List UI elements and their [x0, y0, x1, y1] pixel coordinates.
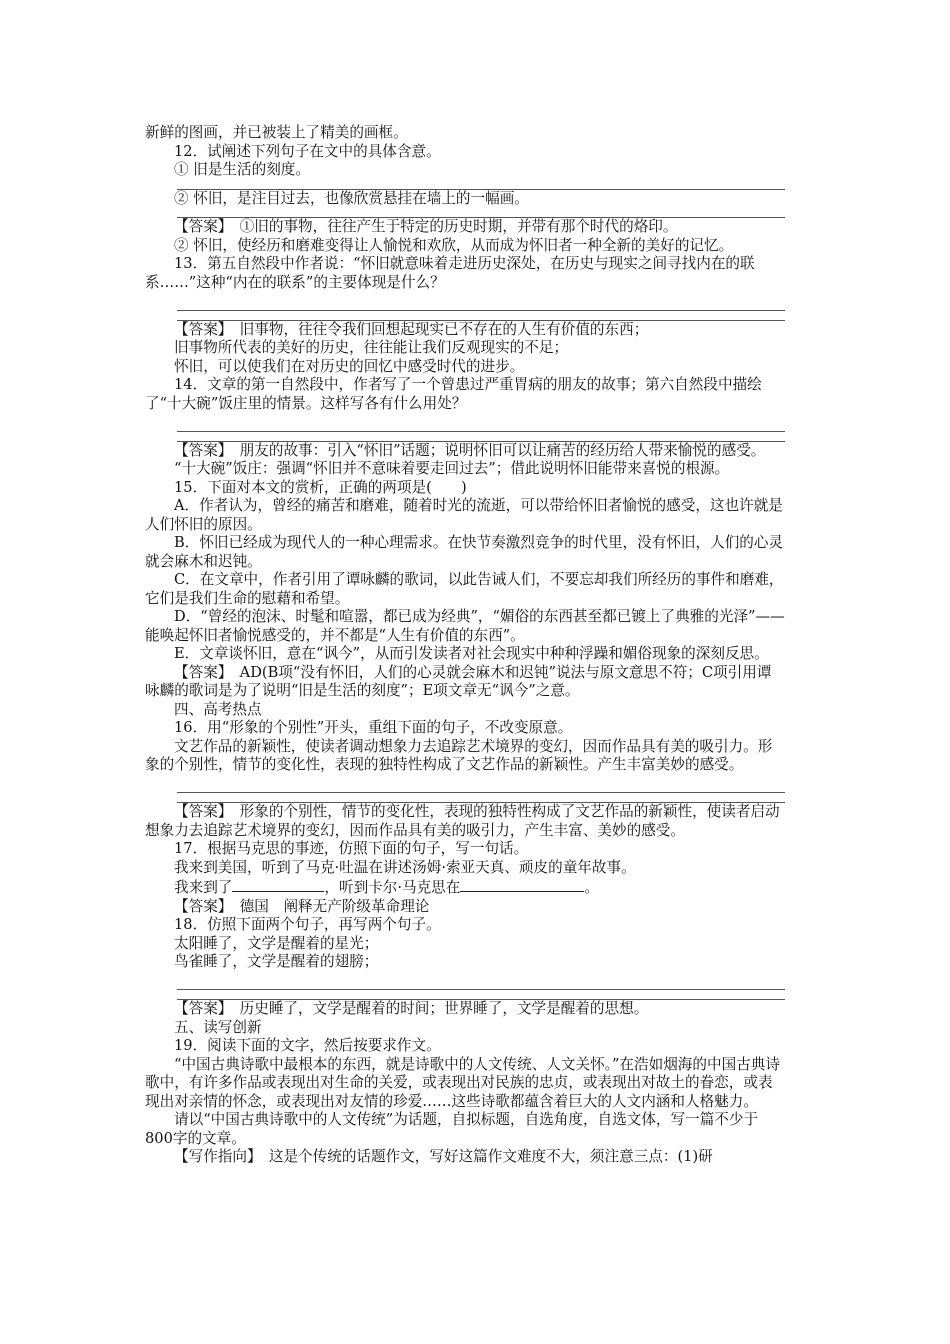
template-part: 。 [584, 879, 599, 896]
answer-blank-line[interactable] [177, 775, 785, 794]
question-19: 19．阅读下面的文字，然后按要求作文。 [174, 1037, 441, 1054]
answer-16: 【答案】 形象的个别性，情节的变化性，表现的独特性构成了文艺作品的新颖性，使读者启动想象力去追踪艺术境界的变幻，因而作品具有美的吸引力，产生丰富、美妙的感受。 [145, 803, 780, 839]
answer-blank-line[interactable] [177, 793, 785, 803]
answer-blank-line[interactable] [177, 180, 785, 190]
answer-blank-line[interactable] [177, 208, 785, 218]
answer-12-item-2: ② 怀旧，使经历和磨难变得让人愉悦和欢欣，从而成为怀旧者一种全新的美好的记忆。 [174, 236, 734, 254]
question-13: 13．第五自然段中作者说：“怀旧就意味着走进历史深处，在历史与现实之间寻找内在的联系……”这种“内在的联系”的主要体现是什么？ [145, 255, 755, 291]
question-17: 17．根据马克思的事迹，仿照下面的句子，写一句话。 [174, 840, 529, 857]
question-18-example-1: 太阳睡了，文学是醒着的星光； [174, 934, 379, 952]
template-part: 我来到了 [174, 879, 233, 896]
option-a: A．作者认为，曾经的痛苦和磨难，随着时光的流逝，可以带给怀旧者愉悦的感受，这也许就是人们怀旧的原因。 [145, 497, 783, 533]
answer-14-item-2: “十大碗”饭庄：强调“怀旧并不意味着要走回过去”；借此说明怀旧能带来喜悦的根源。 [174, 460, 730, 477]
answer-14: 【答案】 朋友的故事：引入“怀旧”话题；说明怀旧可以让痛苦的经历给人带来愉悦的感受。 [174, 441, 766, 459]
answer-blank-line[interactable] [177, 990, 785, 1000]
text-line: 新鲜的图画，并已被装上了精美的画框。 [145, 124, 408, 141]
answer-blank-line[interactable] [177, 972, 785, 991]
question-19-prompt: 请以“中国古典诗歌中的人文传统”为话题，自拟标题，自选角度，自选文体，写一篇不少于800字的文章。 [145, 1111, 759, 1147]
option-b: B．怀旧已经成为现代人的一种心理需求。在快节奏激烈竞争的时代里，没有怀旧，人们的心灵就会麻木和迟钝。 [145, 534, 784, 570]
question-12: 12．试阐述下列句子在文中的具体含意。 [174, 142, 441, 160]
answer-17: 【答案】 德国 阐释无产阶级革命理论 [174, 897, 430, 915]
question-17-example: 我来到美国，听到了马克·吐温在讲述汤姆·索亚天真、顽皮的童年故事。 [174, 858, 636, 876]
question-18: 18．仿照下面两个句子，再写两个句子。 [174, 916, 441, 933]
fill-blank[interactable] [460, 877, 584, 892]
question-16-passage: 文艺作品的新颖性，使读者调动想象力去追踪艺术境界的变幻，因而作品具有美的吸引力。形象的个别性，情节的变化性，表现的独特性构成了文艺作品的新颖性。产生丰富美妙的感受。 [145, 737, 773, 773]
question-18-example-2: 鸟雀睡了，文学是醒着的翅膀； [174, 953, 379, 970]
answer-13-item-2: 旧事物所代表的美好的历史，往往能让我们反观现实的不足； [174, 339, 569, 356]
answer-blank-line[interactable] [177, 292, 785, 311]
section-heading-5: 五、读写创新 [174, 1018, 262, 1036]
section-heading-4: 四、高考热点 [174, 700, 262, 718]
answer-13: 【答案】 旧事物，往往令我们回想起现实已不存在的人生有价值的东西； [174, 320, 649, 338]
answer-12: 【答案】 ①旧的事物，往往产生于特定的历史时期，并带有那个时代的烙印。 [174, 218, 678, 235]
question-16: 16．用“形象的个别性”开头，重组下面的句子，不改变原意。 [174, 719, 573, 736]
question-12-item-2: ② 怀旧，是注目过去，也像欣赏悬挂在墙上的一幅画。 [174, 189, 529, 207]
answer-15: 【答案】 AD(B项“没有怀旧，人们的心灵就会麻木和迟钝”说法与原文意思不符；C项引用谭咏麟的歌词是为了说明“旧是生活的刻度”；E项文章无“讽今”之意。 [145, 663, 772, 699]
option-c: C．在文章中，作者引用了谭咏麟的歌词，以此告诫人们，不要忘却我们所经历的事件和磨难，它们是我们生命的慰藉和希望。 [145, 571, 784, 607]
answer-18: 【答案】 历史睡了，文学是醒着的时间；世界睡了，文学是醒着的思想。 [174, 1000, 649, 1017]
question-17-template [145, 877, 785, 898]
fill-blank[interactable] [232, 877, 324, 892]
answer-blank-line[interactable] [177, 311, 785, 321]
question-14: 14．文章的第一自然段中，作者写了一个曾患过严重胃病的朋友的故事；第六自然段中描绘了“十大碗”饭庄里的情景。这样写各有什么用处？ [145, 376, 762, 412]
question-12-item-1: ① 旧是生活的刻度。 [174, 161, 310, 178]
question-19-passage: “中国古典诗歌中最根本的东西，就是诗歌中的人文传统、人文关怀。”在浩如烟海的中国古典诗歌中，有许多作品或表现出对生命的关爱，或表现出对民族的忠贞，或表现出对故土的眷恋，或表现出对亲情的怀念，或表现出对友情的珍爱……这些诗歌都蕴含着巨大的人文内涵和人格魅力。 [145, 1055, 780, 1110]
option-d: D．“曾经的泡沫、时髦和喧嚣，都已成为经典”，“媚俗的东西甚至都已镀上了典雅的光泽”——能唤起怀旧者愉悦感受的，并不都是“人生有价值的东西”。 [145, 608, 785, 644]
writing-guidance: 【写作指向】 这是个传统的话题作文，写好这篇作文难度不大，须注意三点：(1)研 [174, 1148, 713, 1165]
option-e: E．文章谈怀旧，意在“讽今”，从而引发读者对社会现实中种种浮躁和媚俗现象的深刻反思。 [174, 645, 769, 662]
template-part: ，听到卡尔·马克思在 [324, 879, 461, 896]
document-page [145, 124, 785, 1167]
answer-blank-line[interactable] [177, 413, 785, 432]
question-15: 15．下面对本文的赏析，正确的两项是( ) [174, 478, 467, 496]
answer-13-item-3: 怀旧，可以使我们在对历史的回忆中感受时代的进步。 [174, 357, 525, 375]
answer-blank-line[interactable] [177, 432, 785, 442]
